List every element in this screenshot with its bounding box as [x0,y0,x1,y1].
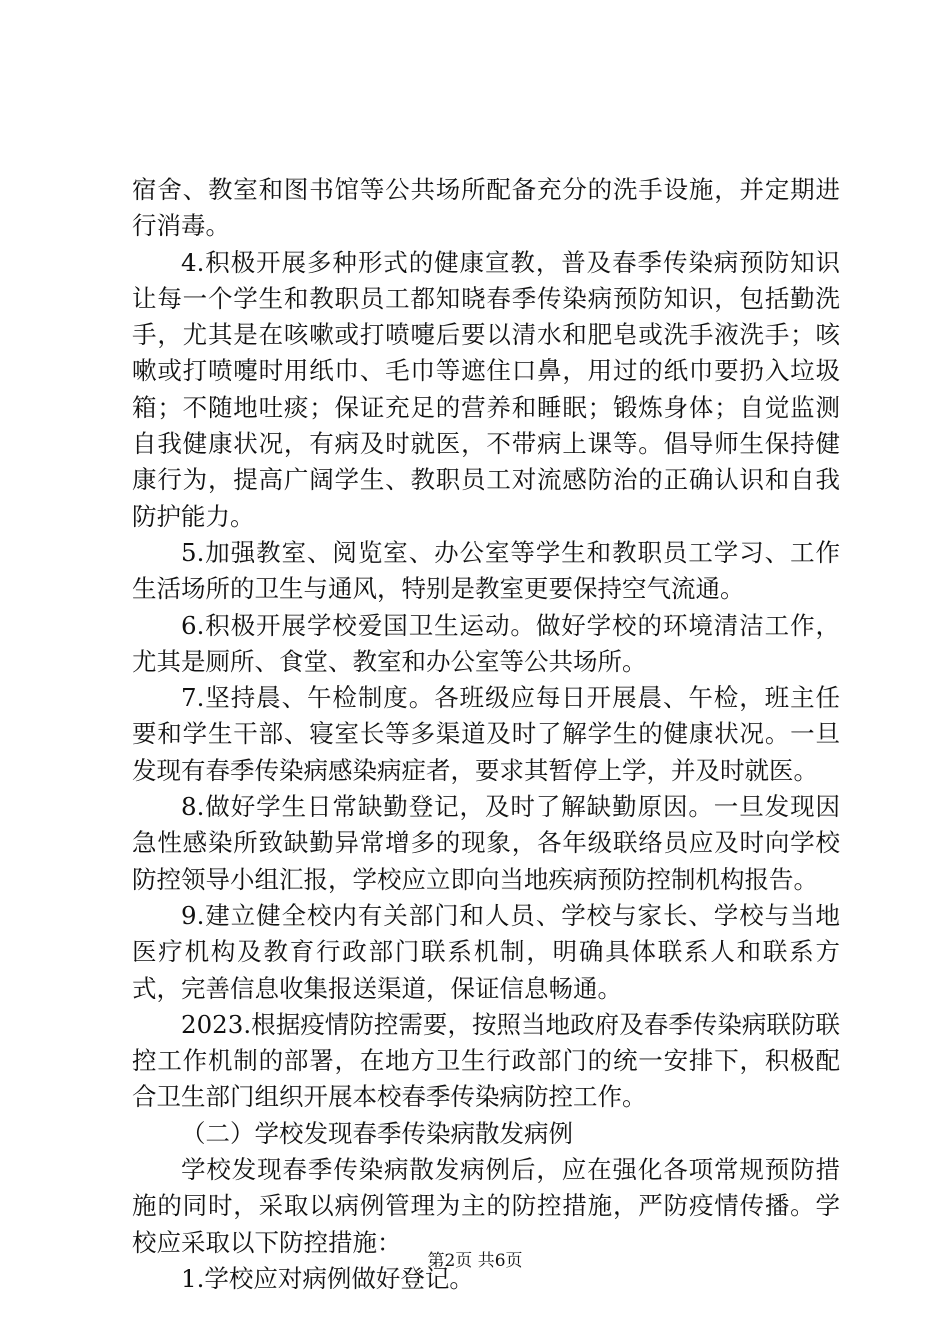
paragraph-item-8: 8.做好学生日常缺勤登记，及时了解缺勤原因。一旦发现因急性感染所致缺勤异常增多的现象，各年级联络员应及时向学校防控领导小组汇报，学校应立即向当地疾病预防控制机构报告。 [132,792,840,894]
paragraph-item-5: 5.加强教室、阅览室、办公室等学生和教职员工学习、工作生活场所的卫生与通风，特别是教室更要保持空气流通。 [132,537,840,604]
paragraph-item-6: 6.积极开展学校爱国卫生运动。做好学校的环境清洁工作，尤其是厕所、食堂、教室和办公室等公共场所。 [132,610,840,676]
paragraph-item-1: 1.学校应对病例做好登记。 [181,1263,474,1293]
paragraph-section-intro: 学校发现春季传染病散发病例后，应在强化各项常规预防措施的同时，采取以病例管理为主的防控措施，严防疫情传播。学校应采取以下防控措施： [132,1155,840,1257]
paragraph-item-9: 9.建立健全校内有关部门和人员、学校与家长、学校与当地医疗机构及教育行政部门联系机制，明确具体联系人和联系方式，完善信息收集报送渠道，保证信息畅通。 [132,900,840,1003]
page-number-footer: 第2页 共6页 [427,1251,523,1271]
paragraph-item-2023: 2023.根据疫情防控需要，按照当地政府及春季传染病联防联控工作机制的部署，在地方卫生行政部门的统一安排下，积极配合卫生部门组织开展本校春季传染病防控工作。 [132,1009,840,1112]
section-heading: （二）学校发现春季传染病散发病例 [181,1118,573,1148]
paragraph-item-7: 7.坚持晨、午检制度。各班级应每日开展晨、午检，班主任要和学生干部、寝室长等多渠道及时了解学生的健康状况。一旦发现有春季传染病感染病症者，要求其暂停上学，并及时就医。 [132,683,840,785]
paragraph-item-4: 4.积极开展多种形式的健康宣教，普及春季传染病预防知识让每一个学生和教职员工都知晓春季传染病预防知识，包括勤洗手，尤其是在咳嗽或打喷嚏后要以清水和肥皂或洗手液洗手；咳嗽或打喷嚏时用纸巾、毛巾等遮住口鼻，用过的纸巾要扔入垃圾箱；不随地吐痰；保证充足的营养和睡眠；锻炼身体；自觉监测自我健康状况，有病及时就医，不带病上课等。倡导师生保持健康行为，提高广阔学生、教职员工对流感防治的正确认识和自我防护能力。 [132,247,840,531]
paragraph-continuation: 宿舍、教室和图书馆等公共场所配备充分的洗手设施，并定期进行消毒。 [132,175,840,241]
document-body [132,172,840,1297]
